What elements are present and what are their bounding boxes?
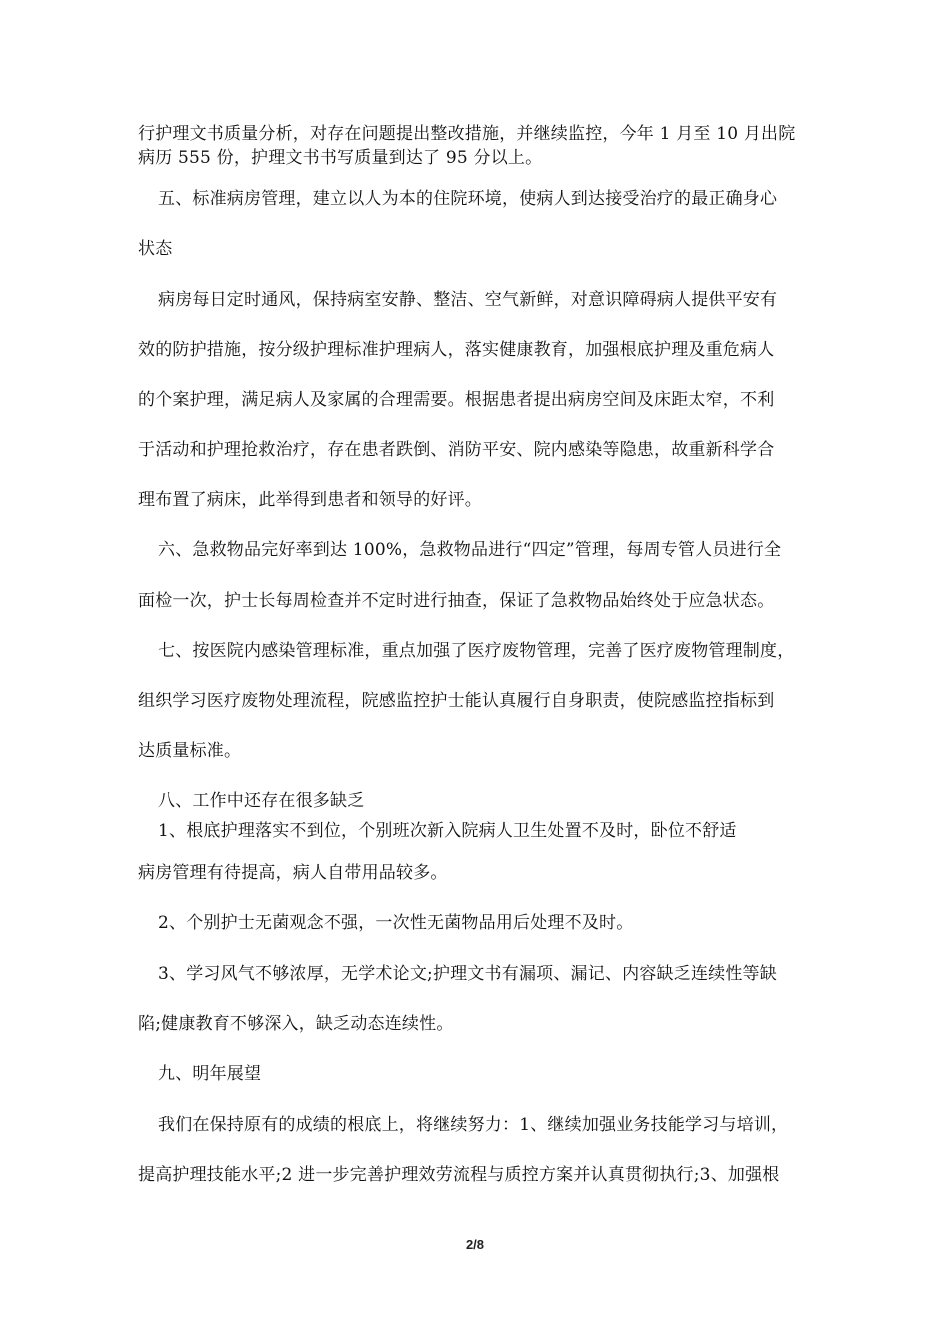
text-line: 效的防护措施，按分级护理标准护理病人，落实健康教育，加强根底护理及重危病人 <box>138 340 775 360</box>
text-line: 病房每日定时通风，保持病室安静、整洁、空气新鲜，对意识障碍病人提供平安有 <box>158 290 778 310</box>
list-item: 3、学习风气不够浓厚，无学术论文;护理文书有漏项、漏记、内容缺乏连续性等缺 <box>158 964 777 984</box>
text-line: 病历 555 份，护理文书书写质量到达了 95 分以上。 <box>138 148 543 168</box>
text-line: 的个案护理，满足病人及家属的合理需要。根据患者提出病房空间及床距太窄，不利 <box>138 390 775 410</box>
text-line: 病房管理有待提高，病人自带用品较多。 <box>138 863 448 883</box>
section-heading: 九、明年展望 <box>158 1064 262 1084</box>
text-line: 状态 <box>138 239 173 259</box>
text-line: 面检一次，护士长每周检查并不定时进行抽查，保证了急救物品始终处于应急状态。 <box>138 591 775 611</box>
text-line: 我们在保持原有的成绩的根底上，将继续努力：1、继续加强业务技能学习与培训， <box>158 1115 789 1135</box>
text-line: 理布置了病床，此举得到患者和领导的好评。 <box>138 490 482 510</box>
page-number: 2/8 <box>465 1237 485 1252</box>
section-heading: 六、急救物品完好率到达 100%，急救物品进行“四定”管理，每周专管人员进行全 <box>158 540 782 560</box>
list-item: 1、根底护理落实不到位，个别班次新入院病人卫生处置不及时，卧位不舒适 <box>158 821 737 841</box>
text-line: 提高护理技能水平;2 进一步完善护理效劳流程与质控方案并认真贯彻执行;3、加强根 <box>138 1165 780 1185</box>
text-line: 组织学习医疗废物处理流程，院感监控护士能认真履行自身职责，使院感监控指标到 <box>138 691 775 711</box>
section-heading: 八、工作中还存在很多缺乏 <box>158 791 365 811</box>
list-item: 2、个别护士无菌观念不强，一次性无菌物品用后处理不及时。 <box>158 913 634 933</box>
text-line: 行护理文书质量分析，对存在问题提出整改措施，并继续监控，今年 1 月至 10 月出院 <box>138 124 796 144</box>
section-heading: 五、标准病房管理，建立以人为本的住院环境，使病人到达接受治疗的最正确身心 <box>158 189 778 209</box>
text-line: 达质量标准。 <box>138 741 242 761</box>
text-line: 陷;健康教育不够深入，缺乏动态连续性。 <box>138 1014 454 1034</box>
text-line: 于活动和护理抢救治疗，存在患者跌倒、消防平安、院内感染等隐患，故重新科学合 <box>138 440 775 460</box>
section-heading: 七、按医院内感染管理标准，重点加强了医疗废物管理，完善了医疗废物管理制度， <box>158 641 795 661</box>
